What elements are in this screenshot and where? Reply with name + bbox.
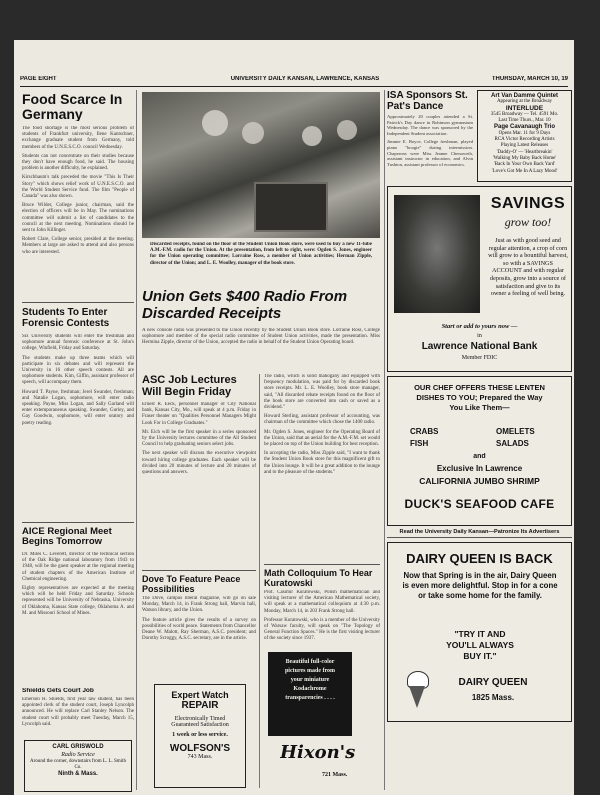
exclusive-text: Exclusive In Lawrence: [436, 464, 523, 473]
art-line5: Last Time Thurs., Mar. 10: [498, 118, 551, 124]
savings-body: Just as with good seed and regular attention, a crop of corn will grow to a bountiful harvest, so with a SAVINGS ACCOUNT and with regular deposits, grow into a source of satisfaction and give to its owner a feeling of well being.: [488, 237, 568, 298]
expert-line3: Electronically Timed: [174, 716, 226, 722]
savings-title: SAVINGS: [490, 195, 566, 212]
food-article: The food shortage is the most serious problem of students of Frankfurt university, Ilene Kantschner, exchange graduate student from Germany, told members of the U.N.E.S.C.O. council Wednesday. Students can not concentrate on their studies because they don't have enough food, he said. The housing problem is another difficulty, he explained. Kirschbaum's talk preceded the movie "This Is Their Story" which shows relief work of U.N.E.S.C.O. and the World Student Service fund. The film "People of Canada" was also shown. Bruce Wilder, College junior, chairman, said the election of officers will be in May. The nominations committee will submit a list of candidates to the council at the next meeting. Nominations should be sent to John Killinger. Robert Clare, College senior, presided at the meeting. Members at large are asked to attend and also persons who are interested.: [22, 126, 134, 255]
art-line13: 'Love's Got Me In A Lazy Mood': [491, 168, 558, 174]
menu-salads: SALADS: [496, 439, 529, 448]
asc-article: Ernest R. Eeck, personnel manager of City National bank, Kansas City, Mo., will speak at 4 p.m. Friday in Fraser theater on "Qualities Personnel Managers Might Look For in College Graduates." Mr. Eich will be the first speaker in a series sponsored by the University lectures committee of the All Student Council to help graduating seniors select jobs. The next speaker will discuss the executive viewpoint toward hiring college graduates. Each speaker will be divided into 20 minutes of lecture and 20 minutes of questions and answers.: [142, 402, 256, 476]
math-headline: Math Colloquium To Hear Kuratowski: [264, 568, 373, 588]
page-number: PAGE EIGHT: [20, 76, 57, 82]
ducks-cafe-name: DUCK'S SEAFOOD CAFE: [404, 497, 555, 511]
issue-date: THURSDAY, MARCH 10, 19: [491, 76, 568, 82]
dove-headline: Dove To Feature Peace Possibilities: [142, 574, 241, 594]
dq-try-line1: "TRY IT AND: [454, 629, 506, 639]
art-line1: Art Van Damme Quintet: [490, 93, 558, 99]
art-van-damme-ad: [477, 90, 572, 182]
art-line2: Appearing at the Broadway: [496, 99, 553, 105]
menu-crabs: CRABS: [410, 427, 439, 436]
dove-article: The Dove, campus liberal magazine, will go on sale Monday, March 14, in Frank Strong hall, Marvin hall, Watson library, and the Union. The feature article gives the results of a survey on possibilities of world peace. Statements from Chancellor Deane W. Malott, Ray Sherman, A.S.C. president; and Dorothy Scroggy, A.S.C. secretary, are in the article.: [142, 596, 256, 642]
savings-in: in: [477, 333, 482, 339]
art-line9: Playing Latest Releases: [500, 143, 549, 149]
radio-headline: Union Gets $400 Radio From Discarded Receipts: [142, 288, 348, 322]
savings-cta: Start or add to yours now —: [441, 323, 518, 330]
radio-article: The radio, which is solid mahogany and equipped with frequency modulation, was paid for by discarded book store receipts. Mr. L. E. Woolley, book store manager, said, "All discarded rebate receipts found on the floor of the book store are converted into cash or saved as a dividend." Howard Sterling, assistant professor of accounting, was chairman of the committee which chose the 1400 radio. Mr. Ogden S. Jones, engineer for the Operating Board of the Union, said that an aerial for the A.M.-F.M. set would be placed on top of the Union building for best reception. In accepting the radio, Miss Zipple said, "I want to thank the Student Union Book store for this magnificent gift to the Union lounge. It will be a great addition to the lounge and to the pleasure of the students.": [264, 374, 380, 475]
hixon-line4: Kodachrome: [293, 686, 327, 692]
isa-headline: ISA Sponsors St. Pat's Dance: [387, 90, 468, 112]
art-line6: Page Cavanaugh Trio: [493, 124, 556, 131]
isa-article: Approximately 20 couples attended a St. Patrick's Day dance in Robinson gymnasium Wednesday. The dance was sponsored by the Independent Student association. Jimmie E. Boyce, College freshman, played piano "boogie" during intermission. Chaperons were Miss Jeanne Chenoweth, assistant instructor in education, and Alvin Tushton, assistant professor of economics.: [387, 114, 473, 167]
expert-line4: Guaranteed Satisfaction: [171, 722, 229, 728]
hixon-line5: transparencies . . . .: [285, 695, 335, 701]
bank-name: Lawrence National Bank: [421, 341, 538, 352]
menu-fish: FISH: [410, 439, 429, 448]
dq-slogan: [416, 629, 544, 662]
chef-line1: OUR CHEF OFFERS THESE LENTEN: [414, 383, 545, 392]
dairy-queen-ad: [387, 542, 572, 722]
paper-name: UNIVERSITY DAILY KANSAN, LAWRENCE, KANSAS: [230, 76, 380, 82]
jumbo-shrimp: CALIFORNIA JUMBO SHRIMP: [419, 476, 540, 486]
hixon-address: 721 Mass.: [322, 772, 348, 778]
hixon-logo: Hixon's: [280, 742, 356, 763]
art-line8: RCA Victor Recording Artists: [494, 137, 555, 143]
expert-line5: 1 week or less service.: [172, 732, 228, 738]
griswold-address: Ninth & Mass.: [58, 771, 98, 777]
ducks-seafood-ad: [387, 376, 572, 526]
forensic-headline: Students To Enter Forensic Contests: [22, 308, 110, 329]
chef-and: and: [473, 453, 486, 460]
savings-subtitle: grow too!: [504, 215, 552, 229]
dq-name: DAIRY QUEEN: [458, 677, 528, 688]
shields-article: Emerson H. Shields, first year law student, has been appointed clerk of the student court, Joseph Lyncolph announced. He will replace Carl Stanley Nelson. The student court will probably meet Tuesday, March 15, Lyncolph said.: [22, 697, 134, 727]
math-article: Prof. Casimir Kuratowski, Polish mathematician and visiting lecturer of the American Mathematical society, will speak at a mathematical colloquium at 4:30 p.m. Monday, March 14, in 203 Frank Strong hall. Professor Kuratowski, who is a member of the University of Warsaw faculty, will speak on "The Topology of General Function Spaces." He is the first visiting lecturer of the society since 1937.: [264, 590, 380, 642]
corn-illustration: [394, 195, 480, 313]
hixon-line1: Beautiful full-color: [285, 659, 335, 665]
radio-lead: A new console radio was presented to the Union recently by the Student Union Book store. Lorraine Ross, College sophomore and member of the special radio committee of Student Union activities, made the presentation. Miss Hermina Zipple, director of the Union, accepted the radio in behalf of the Student Union Operating board.: [142, 328, 380, 346]
expert-watch-title: Expert Watch: [171, 690, 229, 700]
hixon-line3: your miniature: [290, 677, 330, 683]
griswold-location: Around the corner, downstairs from L. L. Smith Co.: [30, 759, 126, 770]
forensic-article: Six University students will enter the freshman and sophomore annual forensic conference at St. John's college, Winfield, Friday and Saturday. The students make up three teams which will participate in six debates and will represent the University in 16 other speech contests. All are sophomore students. Kim, Giffin, assistant professor of speech, will accompany them. Howard T. Payne, freshman; Jerel Swander, freshman; and Natalie Logan, sophomore, will enter radio speaking. Payne, Miss Logan, and Sally Garland will enter extemporaneous speaking. Swander, Gurley, and Gay Goodwin, sophomore, will enter oratory and poetry reading.: [22, 334, 134, 426]
dq-title: DAIRY QUEEN IS BACK: [406, 551, 553, 566]
savings-ad: [387, 186, 572, 372]
art-line3: INTERLUDE: [505, 104, 544, 112]
member-fdic: Member FDIC: [461, 355, 498, 361]
aice-article: Dr. Miles C. Leverett, director of the technical section of the Oak Ridge national laboratory from 1943 to 1948, will be the guest speaker at the regional meeting of student chapters of the American Institute of Chemical engineering. Eighty representatives are expected at the meeting which will be held Friday and Saturday. Schools represented will be University of Nebraska, University of Oklahoma, Kansas State college, Oklahoma A. and M. and Missouri School of Mines.: [22, 552, 134, 616]
dq-try-line2: YOU'LL ALWAYS: [446, 640, 514, 650]
art-line12: 'Back In Your Own Back Yard': [493, 162, 556, 168]
art-line7: Opens Mar. 11 for 9 Days: [498, 130, 551, 136]
ads-layer: [14, 40, 574, 795]
art-line4: 3545 Broadway — Tel. 4591 Mo.: [490, 111, 559, 117]
asc-headline: ASC Job Lectures Will Begin Friday: [142, 374, 237, 398]
chef-line2: DISHES TO YOU; Prepared the Way: [416, 393, 543, 402]
wolfsons-address: 743 Mass.: [187, 754, 213, 760]
read-kansan-bar: Read the University Daily Kansan—Patronize Its Advertisers: [399, 529, 560, 535]
repair-title: REPAIR: [181, 700, 219, 711]
art-line11: 'Walking My Baby Back Home': [492, 155, 557, 161]
dq-body: Now that Spring is in the air, Dairy Queen is even more delightful. Stop in for a cone or take some home for the family.: [402, 571, 558, 600]
aice-headline: AICE Regional Meet Begins Tomorrow: [22, 527, 112, 547]
dq-address: 1825 Mass.: [471, 693, 515, 702]
chef-line3: You Like Them—: [449, 403, 510, 412]
photo-caption: Discarded receipts, found on the floor of the Student Union Book store, were used to buy a new 11-tube A.M.-F.M. radio for the Union. At the presentation, from left to right, were: Ogden S. Jones, engineer for the Union operating committee; Lorraine Ross, a member of Union activities; Herman Zipple, director of the Union; and L. E. Woolley, manager of the book store.: [150, 242, 372, 266]
menu-omelets: OMELETS: [496, 427, 535, 436]
griswold-name: CARL GRISWOLD: [52, 744, 104, 750]
wolfsons-name: WOLFSON'S: [169, 743, 231, 754]
hixon-line2: pictures made from: [284, 668, 336, 674]
food-headline: Food Scarce In Germany: [22, 92, 123, 122]
dq-try-line3: BUY IT.": [463, 651, 497, 661]
shields-headline: Shields Gets Court Job: [22, 688, 94, 694]
chef-intro: [388, 383, 571, 413]
griswold-service: Radio Service: [61, 751, 95, 758]
art-line10: 'Daddy-O' — 'Heartbreakin': [496, 149, 553, 155]
